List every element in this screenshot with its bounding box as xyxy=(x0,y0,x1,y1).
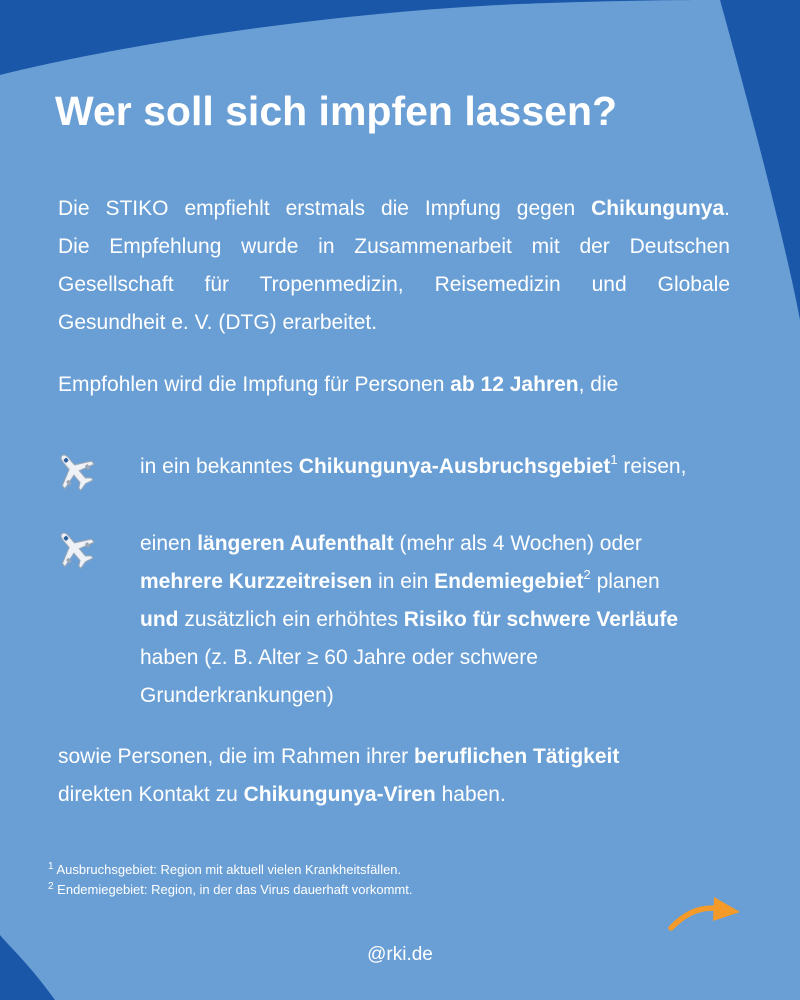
intro-text: . xyxy=(724,197,730,220)
bullet-highlight: Endemiegebiet xyxy=(434,570,584,593)
footnote-ref: 2 xyxy=(583,567,591,582)
bullet-highlight: längeren Aufenthalt xyxy=(197,532,394,555)
bullet-highlight: Chikungunya-Ausbruchsgebiet xyxy=(298,455,611,478)
bullet-text: planen xyxy=(590,570,660,593)
closing-highlight: Chikungunya-Viren xyxy=(243,783,436,806)
footnote-1 xyxy=(48,860,412,880)
intro-paragraph xyxy=(58,190,730,342)
footnotes xyxy=(48,860,412,900)
closing-highlight: beruflichen Tätigkeit xyxy=(414,745,620,768)
intro-text: Die STIKO empfiehlt erstmals die Impfung gegen xyxy=(58,197,592,220)
recommendation-text: Empfohlen wird die Impfung für Personen xyxy=(58,373,451,396)
bullet-travel-outbreak-area xyxy=(140,448,740,486)
recommendation-text: , die xyxy=(578,373,619,396)
bullet-text: in ein xyxy=(372,570,435,593)
footnote-number: 1 xyxy=(48,861,54,872)
airplane-icon xyxy=(52,526,98,572)
bullet-highlight: Risiko für schwere Verläufe xyxy=(403,608,679,631)
bullet-text: haben (z. B. Alter ≥ 60 Jahre oder schwere xyxy=(140,646,538,669)
footnote-ref: 1 xyxy=(610,452,618,467)
bullet-text: zusätzlich ein erhöhtes xyxy=(178,608,404,631)
intro-text: Gesellschaft für Tropenmedizin, Reisemedizin und Globale xyxy=(58,273,730,296)
bullet-text: einen xyxy=(140,532,198,555)
bullet-text: reisen, xyxy=(617,455,687,478)
closing-text: sowie Personen, die im Rahmen ihrer xyxy=(58,745,414,768)
closing-text: direkten Kontakt zu xyxy=(58,783,244,806)
footnote-text: Ausbruchsgebiet: Region mit aktuell vielen Krankheitsfällen. xyxy=(53,862,402,877)
bullet-text: Grunderkrankungen) xyxy=(140,684,334,707)
account-handle: @rki.de xyxy=(367,944,433,965)
intro-text: Gesundheit e. V. (DTG) erarbeitet. xyxy=(58,311,378,334)
bullet-highlight: mehrere Kurzzeitreisen xyxy=(140,570,373,593)
closing-paragraph xyxy=(58,738,698,814)
bullet-text: in ein bekanntes xyxy=(140,455,299,478)
airplane-icon xyxy=(52,448,98,494)
page-title: Wer soll sich impfen lassen? xyxy=(55,88,618,134)
bullet-highlight: und xyxy=(140,608,179,631)
bullet-long-stay xyxy=(140,525,740,715)
intro-text: Die Empfehlung wurde in Zusammenarbeit mit der Deutschen xyxy=(58,235,730,258)
age-highlight: ab 12 Jahren xyxy=(450,373,579,396)
closing-text: haben. xyxy=(435,783,506,806)
footnote-number: 2 xyxy=(48,881,54,892)
intro-highlight: Chikungunya xyxy=(591,197,725,220)
footnote-2 xyxy=(48,880,412,900)
recommendation-paragraph xyxy=(58,366,618,404)
footnote-text: Endemiegebiet: Region, in der das Virus dauerhaft vorkommt. xyxy=(53,882,413,897)
arrow-right-icon[interactable] xyxy=(668,892,744,936)
bullet-text: (mehr als 4 Wochen) oder xyxy=(393,532,642,555)
